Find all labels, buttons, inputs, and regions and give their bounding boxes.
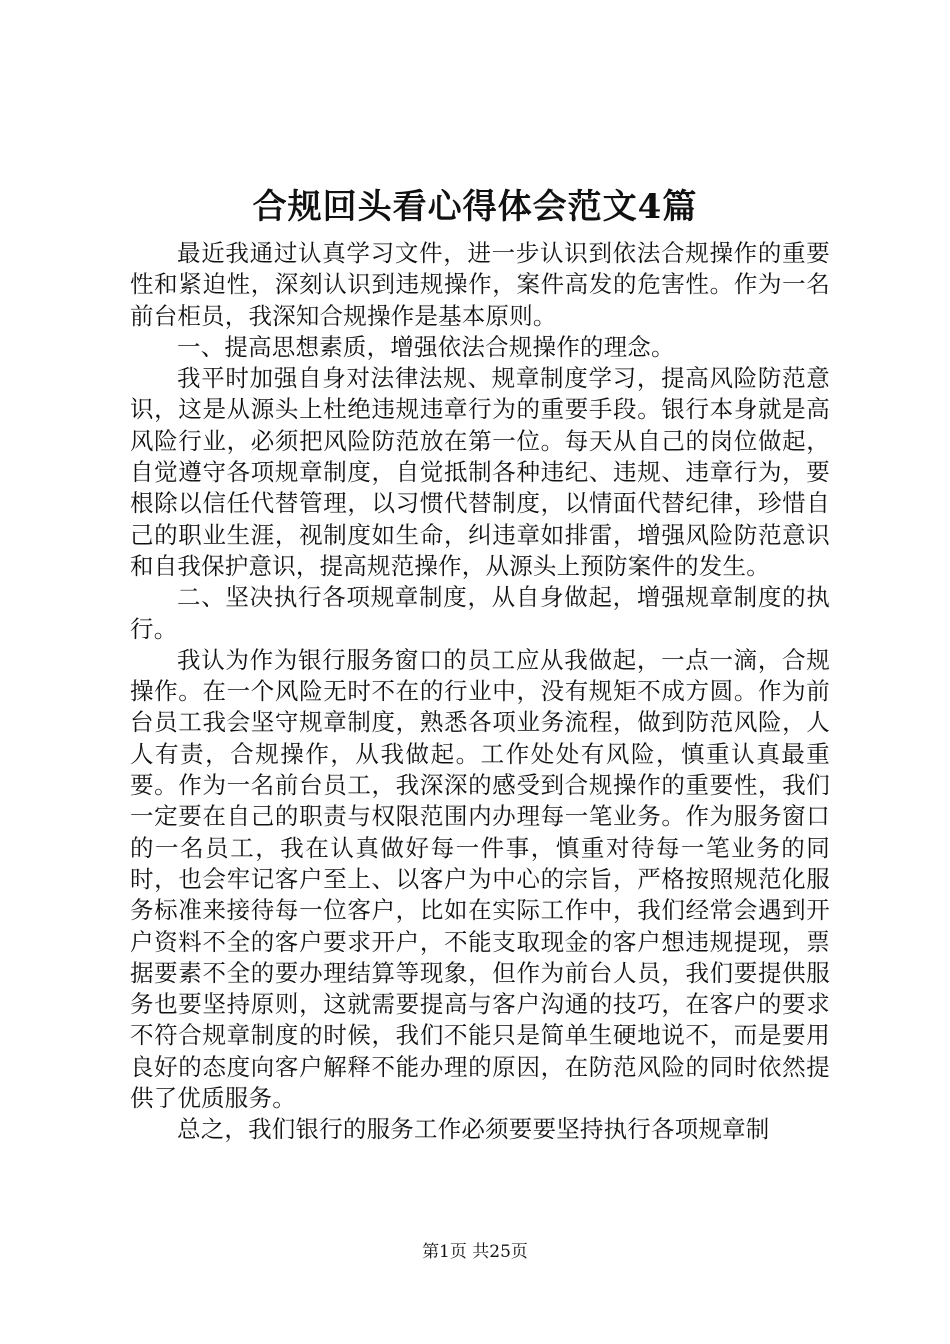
section-heading-1: 一、提高思想素质，增强依法合规操作的理念。 xyxy=(177,332,675,361)
document-title: 合规回头看心得体会范文4篇 xyxy=(252,187,698,227)
paragraph-intro: 最近我通过认真学习文件，进一步认识到依法合规操作的重要性和紧迫性，深刻认识到违规操作，案件高发的危害性。作为一名前台柜员，我深知合规操作是基本原则。 xyxy=(130,239,830,330)
page-footer: 第1页 共25页 xyxy=(422,1242,528,1262)
paragraph-conclusion: 总之，我们银行的服务工作必须要要坚持执行各项规章制 xyxy=(177,1115,770,1144)
document-body xyxy=(130,238,830,1146)
paragraph-section-1: 我平时加强自身对法律法规、规章制度学习，提高风险防范意识，这是从源头上杜绝违规违章行为的重要手段。银行本身就是高风险行业，必须把风险防范放在第一位。每天从自己的岗位做起，自觉遵守各项规章制度，自觉抵制各种违纪、违规、违章行为，要根除以信任代替管理，以习惯代替制度，以情面代替纪律，珍惜自己的职业生涯，视制度如生命，纠违章如排雷，增强风险防范意识和自我保护意识，提高规范操作，从源头上预防案件的发生。 xyxy=(130,364,830,580)
section-heading-2: 二、坚决执行各项规章制度，从自身做起，增强规章制度的执行。 xyxy=(130,583,830,643)
paragraph-section-2: 我认为作为银行服务窗口的员工应从我做起，一点一滴，合规操作。在一个风险无时不在的行业中，没有规矩不成方圆。作为前台员工我会坚守规章制度，熟悉各项业务流程，做到防范风险，人人有责，合规操作，从我做起。工作处处有风险，慎重认真最重要。作为一名前台员工，我深深的感受到合规操作的重要性，我们一定要在自己的职责与权限范围内办理每一笔业务。作为服务窗口的一名员工，我在认真做好每一件事，慎重对待每一笔业务的同时，也会牢记客户至上、以客户为中心的宗旨，严格按照规范化服务标准来接待每一位客户，比如在实际工作中，我们经常会遇到开户资料不全的客户要求开户，不能支取现金的客户想违规提现，票据要素不全的要办理结算等现象，但作为前台人员，我们要提供服务也要坚持原则，这就需要提高与客户沟通的技巧，在客户的要求不符合规章制度的时候，我们不能只是简单生硬地说不，而是要用良好的态度向客户解释不能办理的原因，在防范风险的同时依然提供了优质服务。 xyxy=(130,645,830,1113)
